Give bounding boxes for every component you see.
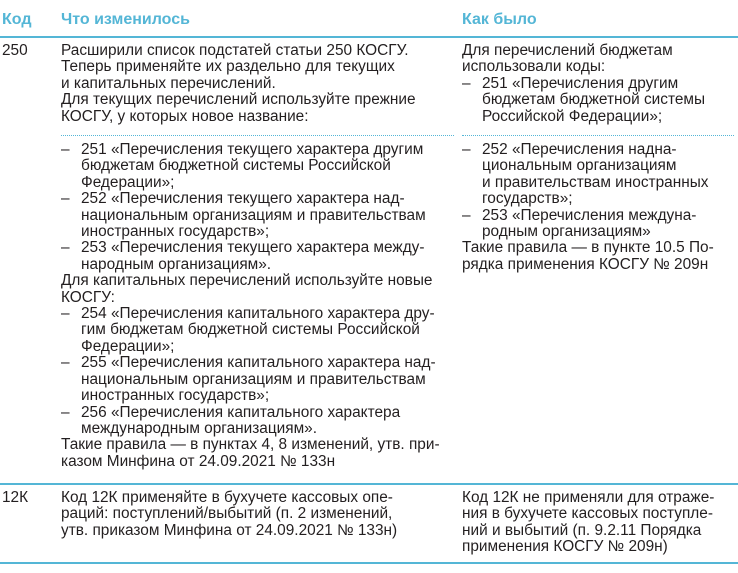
text-line: бюджетам бюджетной системы Российской (81, 157, 391, 175)
row2-changed (61, 490, 456, 539)
list-dash: – (61, 354, 70, 372)
row1-changed-intro (61, 43, 456, 125)
text-line: международным организациям». (81, 419, 318, 437)
list-item-252-current (61, 191, 456, 240)
text-line: Теперь применяйте их раздельно для текущих (61, 58, 395, 76)
text-line: утв. приказом Минфина от 24.09.2021 № 133н) (61, 521, 398, 539)
text-line: Федерации»; (81, 337, 175, 355)
list-dash: – (462, 141, 471, 158)
text-line: и капитальных перечислений. (61, 74, 276, 92)
text-line: КОСГУ, у которых новое название: (61, 107, 309, 125)
text-line: 255 «Перечисления капитального характера над- (81, 354, 436, 372)
text-line: государств»; (482, 190, 573, 208)
text-line: ний и выбытий (п. 9.2.11 Порядка (462, 521, 702, 539)
list-item-251-current (61, 142, 456, 191)
text-line: Для капитальных перечислений используйте новые (61, 272, 433, 290)
text-line: народным организациям». (81, 255, 272, 273)
text-line: КОСГУ: (61, 288, 115, 306)
text-line: иностранных государств»; (81, 223, 270, 241)
text-line: национальным организациям и правительствам (81, 370, 426, 388)
text-line: использовали коды: (462, 58, 606, 76)
list-item-252-was (462, 142, 734, 208)
text-line: раций: поступлений/выбытий (п. 2 изменений, (61, 505, 393, 523)
text-line: Такие правила — в пункте 10.5 По- (462, 239, 714, 257)
list-item-253-current (61, 240, 456, 273)
text-line: ния в бухучете кассовых поступле- (462, 505, 713, 523)
text-line: родным организациям» (482, 223, 651, 241)
header-divider (0, 36, 738, 38)
text-line: Расширили список подстатей статьи 250 КОСГУ. (61, 42, 409, 59)
text-line: 253 «Перечисления междуна- (482, 206, 697, 224)
text-line: Для перечислений бюджетам (462, 42, 673, 59)
list-dash: – (61, 141, 70, 158)
text-line: гим бюджетам бюджетной системы Российской (81, 321, 420, 339)
text-line: Код 12К не применяли для отраже- (462, 489, 715, 506)
text-line: Российской Федерации»; (482, 107, 663, 125)
text-line: Код 12К применяйте в бухучете кассовых опе- (61, 489, 393, 506)
list-dash: – (61, 305, 70, 323)
text-line: циональным организациям (482, 157, 677, 175)
text-line: 252 «Перечисления надна- (482, 141, 677, 158)
row-divider (0, 483, 738, 485)
text-line: казом Минфина от 24.09.2021 № 133н (61, 452, 336, 470)
row1-changed-body (61, 142, 456, 470)
row1-was-body (462, 142, 734, 273)
text-line: иностранных государств»; (81, 387, 270, 405)
header-code: Код (2, 11, 32, 28)
text-line: национальным организациям и правительствам (81, 206, 426, 224)
list-item-251-was (462, 76, 734, 125)
list-item-254-capital (61, 306, 456, 355)
text-line: 251 «Перечисления текущего характера другим (81, 141, 424, 158)
text-line: и правительствам иностранных (482, 173, 709, 191)
list-dash: – (61, 403, 70, 421)
text-line: Федерации»; (81, 173, 175, 191)
text-line: Такие правила — в пунктах 4, 8 изменений, утв. при- (61, 436, 440, 454)
row2-code: 12К (2, 489, 29, 506)
table-bottom-border (0, 562, 738, 564)
text-line: 254 «Перечисления капитального характера дру- (81, 305, 435, 323)
row1-was-dotted-separator (462, 135, 734, 136)
header-what-changed: Что изменилось (61, 11, 190, 28)
list-item-256-capital (61, 405, 456, 438)
text-line: 251 «Перечисления другим (482, 74, 679, 92)
list-item-253-was (462, 208, 734, 241)
text-line: рядка применения КОСГУ № 209н (462, 255, 709, 273)
row1-changed-dotted-separator (61, 135, 454, 136)
list-dash: – (462, 74, 471, 92)
list-dash: – (61, 239, 70, 257)
header-how-it-was: Как было (462, 11, 537, 28)
row2-was (462, 490, 734, 556)
row1-code: 250 (2, 42, 28, 59)
text-line: Для текущих перечислений используйте прежние (61, 91, 416, 109)
text-line: 253 «Перечисления текущего характера между- (81, 239, 425, 257)
list-dash: – (462, 206, 471, 224)
row1-was-intro (462, 43, 734, 125)
text-line: бюджетам бюджетной системы (482, 91, 706, 109)
list-dash: – (61, 190, 70, 208)
text-line: применения КОСГУ № 209н) (462, 538, 668, 556)
text-line: 256 «Перечисления капитального характера (81, 403, 401, 421)
list-item-255-capital (61, 355, 456, 404)
text-line: 252 «Перечисления текущего характера над- (81, 190, 405, 208)
